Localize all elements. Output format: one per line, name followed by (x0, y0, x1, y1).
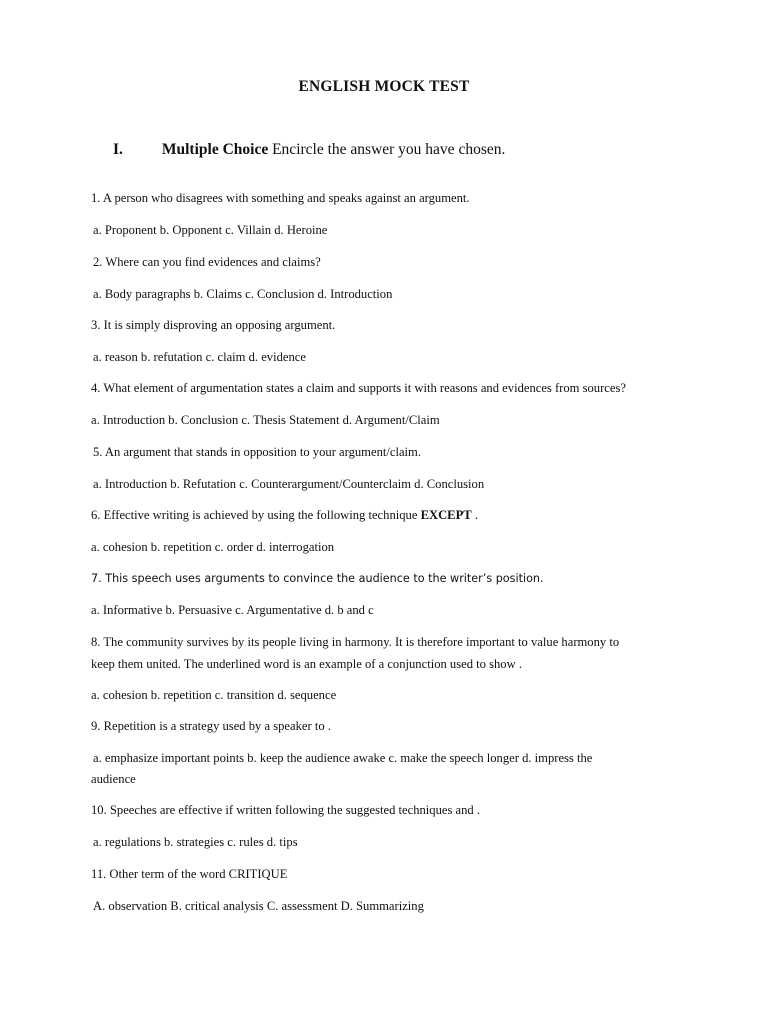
question-9-choices: a. emphasize important points b. keep the audience awake c. make the speech longer d. impress the (93, 751, 593, 765)
question-2-choices: a. Body paragraphs b. Claims c. Conclusion d. Introduction (93, 287, 393, 301)
question-9: 9. Repetition is a strategy used by a speaker to . (91, 719, 331, 733)
question-6-text: 6. Effective writing is achieved by using the following technique (91, 508, 418, 522)
question-7-choices: a. Informative b. Persuasive c. Argumentative d. b and c (91, 603, 374, 617)
question-10-choices: a. regulations b. strategies c. rules d. tips (93, 835, 298, 849)
question-10: 10. Speeches are effective if written following the suggested techniques and . (91, 803, 480, 817)
question-6-blank: . (471, 508, 478, 522)
question-1-choices: a. Proponent b. Opponent c. Villain d. Heroine (93, 223, 328, 237)
question-8-continued: keep them united. The underlined word is an example of a conjunction used to show . (91, 657, 522, 671)
section-instruction: Encircle the answer you have chosen. (272, 141, 506, 158)
question-6-emphasis: EXCEPT (420, 508, 472, 522)
question-5-choices: a. Introduction b. Refutation c. Counterargument/Counterclaim d. Conclusion (93, 477, 485, 491)
question-3: 3. It is simply disproving an opposing argument. (91, 318, 336, 332)
question-1: 1. A person who disagrees with something and speaks against an argument. (91, 191, 470, 205)
question-2: 2. Where can you find evidences and claims? (93, 255, 321, 269)
question-7: 7. This speech uses arguments to convince the audience to the writer’s position. (91, 572, 544, 585)
question-8: 8. The community survives by its people living in harmony. It is therefore important to value harmony to (91, 635, 620, 649)
question-3-choices: a. reason b. refutation c. claim d. evidence (93, 350, 306, 364)
question-11-choices: A. observation B. critical analysis C. assessment D. Summarizing (93, 899, 424, 913)
document-title: ENGLISH MOCK TEST (298, 78, 470, 95)
question-4: 4. What element of argumentation states a claim and supports it with reasons and evidences from sources? (91, 381, 626, 395)
question-6-choices: a. cohesion b. repetition c. order d. interrogation (91, 540, 335, 554)
section-number: I. (113, 141, 123, 158)
question-8-choices: a. cohesion b. repetition c. transition d. sequence (91, 688, 337, 702)
question-5: 5. An argument that stands in opposition to your argument/claim. (93, 445, 421, 459)
section-heading (113, 141, 505, 159)
question-9-choices-continued: audience (91, 772, 136, 786)
question-11: 11. Other term of the word CRITIQUE (91, 867, 288, 881)
question-6 (91, 509, 478, 522)
section-label: Multiple Choice (161, 141, 269, 158)
question-4-choices: a. Introduction b. Conclusion c. Thesis Statement d. Argument/Claim (91, 413, 440, 427)
